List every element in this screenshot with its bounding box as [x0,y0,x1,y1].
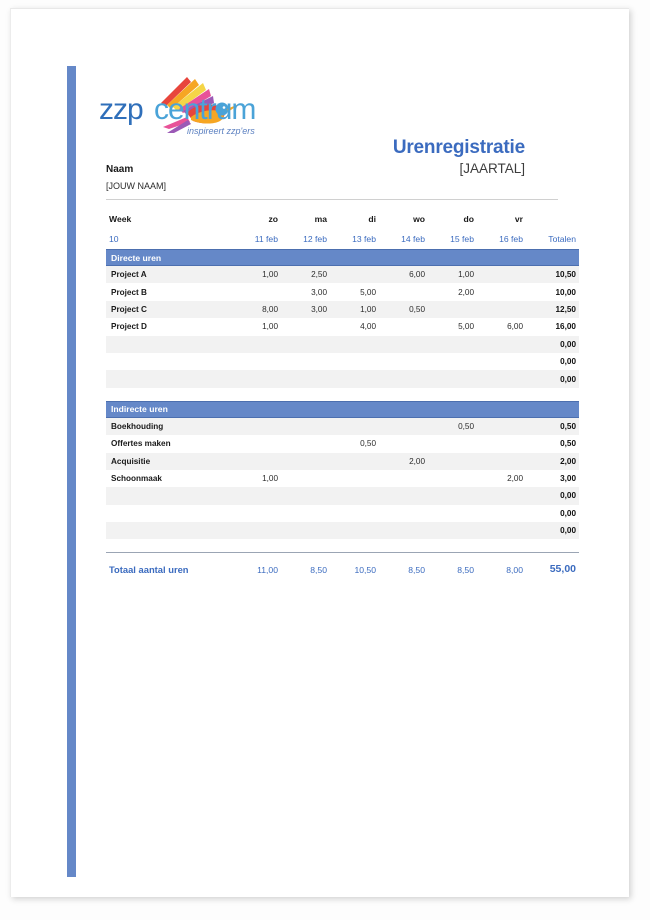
hours-cell-0[interactable]: 8,00 [234,301,283,318]
logo-tagline: inspireert zzp'ers [187,126,255,136]
hours-cell-3[interactable] [381,336,430,353]
hours-cell-2[interactable] [332,505,381,522]
day-header-3: wo [413,214,425,224]
row-label[interactable]: Project C [106,301,234,318]
hours-cell-4[interactable] [430,435,479,452]
naam-field[interactable]: [JOUW NAAM] [106,181,166,191]
hours-cell-1[interactable] [283,336,332,353]
document-page [10,8,629,897]
hours-cell-0[interactable]: 1,00 [262,322,278,332]
page-subtitle: [JAARTAL] [459,161,525,176]
table-row[interactable] [106,453,579,470]
table-header-days [106,209,579,229]
section-header-indirecte-uren [106,401,579,417]
row-label[interactable] [106,336,234,353]
hours-cell-0[interactable] [234,522,283,539]
hours-cell-2[interactable] [332,353,381,370]
row-label[interactable]: Acquisitie [106,453,234,470]
day-header-5: vr [514,214,523,224]
row-label[interactable] [106,505,234,522]
hours-cell-3[interactable] [381,370,430,387]
table-row[interactable] [106,522,579,539]
table-row[interactable] [106,336,579,353]
page-title: Urenregistratie [392,137,525,158]
hours-cell-1[interactable] [283,487,332,504]
row-total: 0,00 [528,522,579,539]
day-header-blank [528,209,579,229]
logo-word-one: zzp [99,93,143,126]
hours-cell-2[interactable] [332,453,381,470]
row-total: 0,00 [528,370,579,387]
row-label[interactable] [106,370,234,387]
spacer-cell [106,539,579,552]
row-total: 0,00 [528,336,579,353]
row-label[interactable]: Boekhouding [106,417,234,435]
day-header-4: do [463,214,474,224]
hours-cell-5[interactable] [479,301,528,318]
grand-total-day-2: 10,50 [354,565,376,576]
hours-cell-5[interactable] [479,353,528,370]
table-row[interactable] [106,505,579,522]
row-label[interactable] [106,353,234,370]
hours-cell-3[interactable] [381,283,430,300]
hours-cell-4[interactable]: 0,50 [430,417,479,435]
hours-cell-4[interactable] [430,301,479,318]
hours-cell-3[interactable] [381,417,430,435]
hours-cell-5[interactable] [479,370,528,387]
row-total: 16,00 [555,322,576,332]
grand-total-day-0: 11,00 [257,565,278,576]
row-total: 0,00 [560,357,576,367]
hours-cell-4[interactable] [430,336,479,353]
hours-cell-2[interactable] [332,266,381,284]
logo-word-two: centrum [154,93,256,126]
grand-total-day-5: 8,00 [506,565,523,576]
grand-total-day-3: 8,50 [408,565,425,576]
hours-cell-2[interactable] [332,522,381,539]
left-accent-bar [67,66,76,877]
hours-cell-3[interactable]: 6,00 [381,266,430,284]
hours-cell-3[interactable]: 0,50 [381,301,430,318]
hours-cell-4[interactable] [430,505,479,522]
hours-cell-4[interactable] [430,453,479,470]
row-total: 0,50 [560,439,576,449]
hours-cell-2[interactable] [332,336,381,353]
totals-header: Totalen [548,234,576,244]
hours-cell-1[interactable] [283,417,332,435]
hours-cell-2[interactable]: 5,00 [360,287,376,297]
row-total: 10,00 [555,287,576,297]
hours-cell-5[interactable] [479,283,528,300]
row-total: 10,50 [528,266,579,284]
hours-cell-4[interactable]: 1,00 [430,266,479,284]
date-header-1: 12 feb [303,234,327,244]
week-label: Week [109,214,132,224]
hours-cell-5[interactable]: 6,00 [507,322,523,332]
hours-cell-0[interactable] [234,353,283,370]
table-header-dates [106,229,579,250]
hours-cell-2[interactable] [332,487,381,504]
grand-total-day-4: 8,50 [457,565,474,576]
day-header-0: zo [268,214,278,224]
row-label[interactable]: Project D [111,322,147,332]
hours-cell-1[interactable]: 3,00 [283,301,332,318]
hours-cell-4[interactable] [430,353,479,370]
hours-cell-1[interactable] [283,370,332,387]
hours-cell-4[interactable] [430,470,479,487]
date-header-2: 13 feb [352,234,376,244]
hours-cell-4[interactable]: 5,00 [458,322,474,332]
row-total: 3,00 [560,474,576,484]
hours-cell-1[interactable] [283,522,332,539]
hours-cell-1[interactable] [283,353,332,370]
section-title: Indirecte uren [106,401,579,417]
hours-cell-3[interactable] [381,505,430,522]
company-logo [99,71,329,136]
hours-cell-5[interactable] [479,522,528,539]
section-spacer [106,388,579,402]
hours-cell-5[interactable] [479,505,528,522]
hours-cell-5[interactable] [479,453,528,470]
hours-cell-2[interactable]: 0,50 [360,439,376,449]
hours-cell-4[interactable] [430,370,479,387]
day-header-1: ma [314,214,327,224]
row-total: 2,00 [528,453,579,470]
row-label[interactable]: Project A [106,266,234,284]
hours-cell-1[interactable]: 3,00 [311,287,327,297]
naam-divider [106,199,558,200]
hours-cell-3[interactable] [381,353,430,370]
grand-total-value: 55,00 [549,563,576,576]
hours-cell-0[interactable]: 1,00 [234,266,283,284]
row-total: 12,50 [528,301,579,318]
hours-cell-4[interactable]: 2,00 [458,287,474,297]
section-header-directe-uren [106,250,579,266]
hours-cell-3[interactable] [381,435,430,452]
row-label[interactable]: Project B [111,287,147,297]
day-header-2: di [368,214,376,224]
date-header-3: 14 feb [401,234,425,244]
hours-cell-3[interactable] [381,470,430,487]
table-row[interactable] [106,301,579,318]
grand-total-day-1: 8,50 [310,565,327,576]
hours-cell-0[interactable] [234,487,283,504]
row-total: 0,50 [528,417,579,435]
hours-cell-1[interactable]: 2,50 [283,266,332,284]
hours-cell-5[interactable]: 2,00 [507,474,523,484]
table-row[interactable] [106,318,579,335]
hours-cell-1[interactable] [283,318,332,335]
hours-cell-3[interactable]: 2,00 [381,453,430,470]
hours-cell-5[interactable] [479,266,528,284]
grand-total-row [106,553,579,577]
hours-cell-2[interactable]: 4,00 [360,322,376,332]
grand-total-label: Totaal aantal uren [109,564,189,576]
hours-cell-2[interactable] [332,370,381,387]
table-row[interactable] [106,266,579,284]
hours-cell-2[interactable] [332,470,381,487]
hours-cell-4[interactable] [430,522,479,539]
hours-cell-0[interactable]: 1,00 [262,474,278,484]
naam-label: Naam [106,164,134,175]
hours-cell-0[interactable] [234,453,283,470]
section-title: Directe uren [106,250,579,266]
hours-cell-1[interactable] [283,505,332,522]
row-total: 0,00 [560,508,576,518]
hours-cell-3[interactable] [381,522,430,539]
table-row[interactable] [106,417,579,435]
row-label[interactable]: Offertes maken [111,439,171,449]
hours-cell-3[interactable] [381,318,430,335]
hours-cell-1[interactable] [283,453,332,470]
hours-cell-5[interactable] [479,417,528,435]
week-number[interactable]: 10 [109,234,119,244]
table-row[interactable] [106,370,579,387]
hours-cell-3[interactable] [381,487,430,504]
hours-table [106,209,579,577]
hours-cell-0[interactable] [234,370,283,387]
table-row[interactable] [106,435,579,452]
table-row[interactable] [106,283,579,300]
spacer-cell [106,388,579,402]
hours-cell-1[interactable] [283,470,332,487]
hours-cell-1[interactable] [283,435,332,452]
table-row[interactable] [106,353,579,370]
row-label[interactable] [106,487,234,504]
hours-cell-5[interactable] [479,487,528,504]
totals-spacer [106,539,579,552]
hours-cell-0[interactable] [234,417,283,435]
table-row[interactable] [106,487,579,504]
table-row[interactable] [106,470,579,487]
hours-cell-0[interactable] [234,336,283,353]
hours-cell-2[interactable] [332,417,381,435]
row-label[interactable] [106,522,234,539]
row-total: 0,00 [528,487,579,504]
hours-cell-0[interactable] [234,505,283,522]
date-header-5: 16 feb [499,234,523,244]
date-header-4: 15 feb [450,234,474,244]
hours-cell-5[interactable] [479,435,528,452]
hours-cell-4[interactable] [430,487,479,504]
date-header-0: 11 feb [254,234,278,244]
row-label[interactable]: Schoonmaak [111,474,162,484]
hours-cell-0[interactable] [234,435,283,452]
hours-cell-2[interactable]: 1,00 [332,301,381,318]
hours-cell-5[interactable] [479,336,528,353]
hours-cell-0[interactable] [234,283,283,300]
